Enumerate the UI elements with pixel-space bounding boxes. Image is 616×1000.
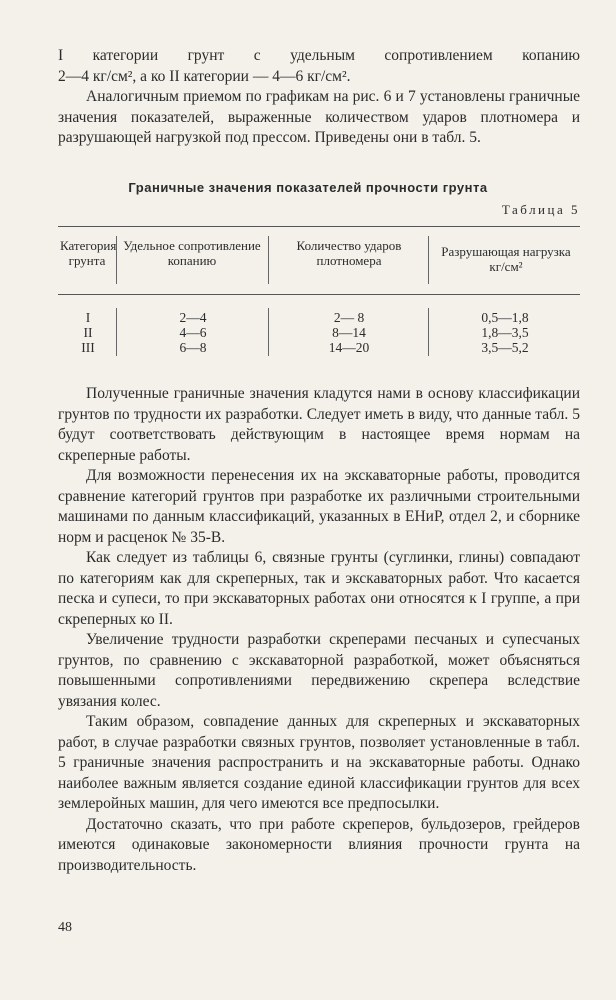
cell-category: II (83, 325, 93, 340)
paragraph: Увеличение трудности разработки скреперами песчаных и супесчаных грунтов, по сравнению с экскаваторной разработкой, может объясняться повышенными сопротивлениями передвижению скрепера вследствие увязания колес. (58, 631, 580, 710)
body-divider (428, 308, 429, 356)
intro-line-1: I категории грунт с удельным сопротивлением копанию (58, 47, 580, 64)
cell-category: III (81, 340, 95, 355)
paragraph: Таким образом, совпадение данных для скреперных и экскаваторных работ, в случае разработки связных грунтов, позволяет установленные в табл. 5 граничные значения распространить и на экскаваторные работы. Однако наиболее важным является создание единой классификации грунтов для всех землеройных машин, для чего имеются все предпосылки. (58, 713, 580, 812)
header-divider (428, 236, 429, 284)
intro-paragraph: Аналогичным приемом по графикам на рис. 6 и 7 установлены граничные значения показателей, выраженные количеством ударов плотномера и разрушающей нагрузкой под прессом. Приведены они в табл. 5. (58, 88, 580, 146)
paragraph: Достаточно сказать, что при работе скреперов, бульдозеров, грейдеров имеются одинаковые закономерности влияния прочности грунта на производительность. (58, 815, 580, 874)
body-text (58, 384, 580, 876)
intro-block (58, 46, 580, 149)
table-number: Таблица 5 (501, 202, 580, 217)
cell-load: 1,8—3,5 (481, 325, 529, 340)
body-divider (116, 308, 117, 356)
page-number: 48 (58, 920, 72, 935)
header-divider (268, 236, 269, 284)
cell-category: I (85, 310, 91, 325)
cell-resistance: 2—4 (179, 310, 207, 325)
cell-resistance: 6—8 (179, 340, 207, 355)
cell-load: 0,5—1,8 (481, 310, 529, 325)
cell-impacts: 2— 8 (333, 310, 365, 325)
header-category: Категория грунта (60, 238, 117, 268)
header-resistance: Удельное сопротивление копанию (123, 238, 261, 268)
table-header-rule (58, 294, 580, 295)
cell-impacts: 14—20 (328, 340, 370, 355)
cell-resistance: 4—6 (179, 325, 207, 340)
paragraph: Полученные граничные значения кладутся нами в основу классификации грунтов по трудности их разработки. Следует иметь в виду, что данные табл. 5 будут соответствовать действующим в настоящее время нормам на скреперные работы. (58, 385, 580, 464)
header-divider (116, 236, 117, 284)
header-impacts: Количество ударов плотномера (296, 238, 402, 268)
intro-line-2: 2—4 кг/см², а ко II категории — 4—6 кг/см². (58, 67, 351, 85)
paragraph: Как следует из таблицы 6, связные грунты (суглинки, глины) совпадают по категориям как для скреперных, так и экскаваторных работ. Что касается песка и супеси, то при экскаваторных работах они относятся к I группе, а при скреперных ко II. (58, 549, 580, 628)
paragraph: Для возможности перенесения их на экскаваторные работы, проводится сравнение категорий грунтов при разработке их различными строительными машинами по данным классификаций, указанных в ЕНиР, отдел 2, и сборнике норм и расценок № 35-В. (58, 467, 580, 546)
table-top-rule (58, 226, 580, 227)
body-divider (268, 308, 269, 356)
header-load: Разрушающая нагрузка кг/см² (441, 244, 571, 274)
table-caption: Граничные значения показателей прочности грунта (128, 180, 488, 195)
cell-impacts: 8—14 (332, 325, 366, 340)
cell-load: 3,5—5,2 (481, 340, 529, 355)
